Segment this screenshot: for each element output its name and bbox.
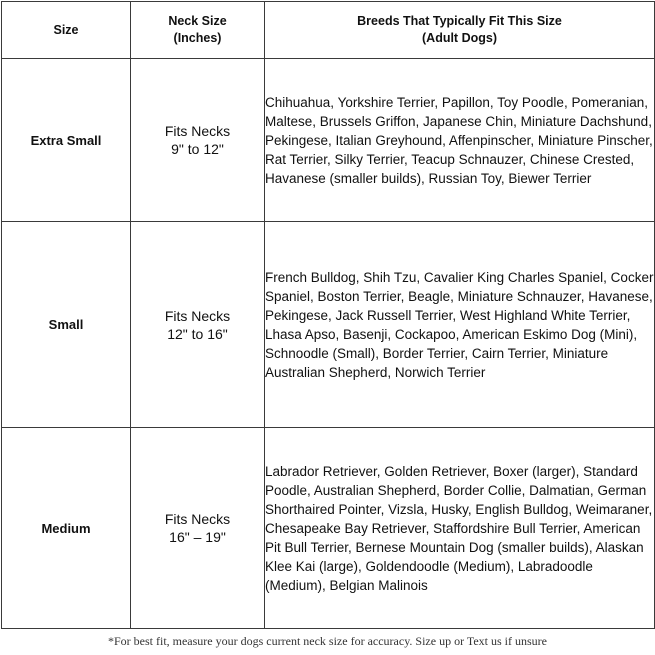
footnote: *For best fit, measure your dogs current neck size for accuracy. Size up or Text us if unsure	[107, 634, 548, 648]
neck-size-line2: 12" to 16"	[167, 325, 228, 342]
size-cell: Medium	[2, 428, 131, 629]
size-chart-table	[1, 1, 655, 629]
breeds-cell: French Bulldog, Shih Tzu, Cavalier King Charles Spaniel, Cocker Spaniel, Boston Terrier, Beagle, Miniature Schnauzer, Havanese, Pekingese, Jack Russell Terrier, West Highland White Terrier, Lhasa Apso, Basenji, Cockapoo, American Eskimo Dog (Mini), Schnoodle (Small), Border Terrier, Cairn Terrier, Miniature Australian Shepherd, Norwich Terrier	[265, 222, 655, 428]
breeds-cell: Labrador Retriever, Golden Retriever, Boxer (larger), Standard Poodle, Australian Shepherd, Border Collie, Dalmatian, German Shorthaired Pointer, Vizsla, Husky, English Bulldog, Weimaraner, Chesapeake Bay Retriever, Staffordshire Bull Terrier, American Pit Bull Terrier, Bernese Mountain Dog (smaller builds), Alaskan Klee Kai (large), Goldendoodle (Medium), Labradoodle (Medium), Belgian Malinois	[265, 428, 655, 629]
neck-header-line2: (Inches)	[173, 31, 222, 45]
neck-header-line1: Neck Size	[168, 14, 227, 28]
table-row-small	[2, 222, 655, 428]
neck-size-column-header	[131, 2, 265, 59]
neck-size-cell	[131, 222, 265, 428]
size-header-label: Size	[53, 22, 79, 37]
breeds-header-line2: (Adult Dogs)	[422, 31, 497, 45]
size-column-header	[2, 2, 131, 59]
table-row-medium	[2, 428, 655, 629]
size-cell: Small	[2, 222, 131, 428]
neck-size-cell	[131, 59, 265, 222]
neck-size-line2: 16" – 19"	[169, 529, 226, 545]
breeds-cell: Chihuahua, Yorkshire Terrier, Papillon, Toy Poodle, Pomeranian, Maltese, Brussels Griffon, Japanese Chin, Miniature Dachshund, Pekingese, Italian Greyhound, Affenpinscher, Miniature Pinscher, Rat Terrier, Silky Terrier, Teacup Schnauzer, Chinese Crested, Havanese (smaller builds), Russian Toy, Biewer Terrier	[265, 59, 655, 222]
neck-size-cell	[131, 428, 265, 629]
breeds-column-header	[265, 2, 655, 59]
table-row-extra-small	[2, 59, 655, 222]
neck-size-line2: 9" to 12"	[171, 141, 224, 157]
table-header-row	[2, 2, 655, 59]
size-cell: Extra Small	[2, 59, 131, 222]
neck-size-line1: Fits Necks	[164, 511, 231, 527]
neck-size-line1: Fits Necks	[164, 123, 231, 139]
breeds-header-line1: Breeds That Typically Fit This Size	[357, 14, 562, 28]
neck-size-line1: Fits Necks	[164, 307, 231, 324]
